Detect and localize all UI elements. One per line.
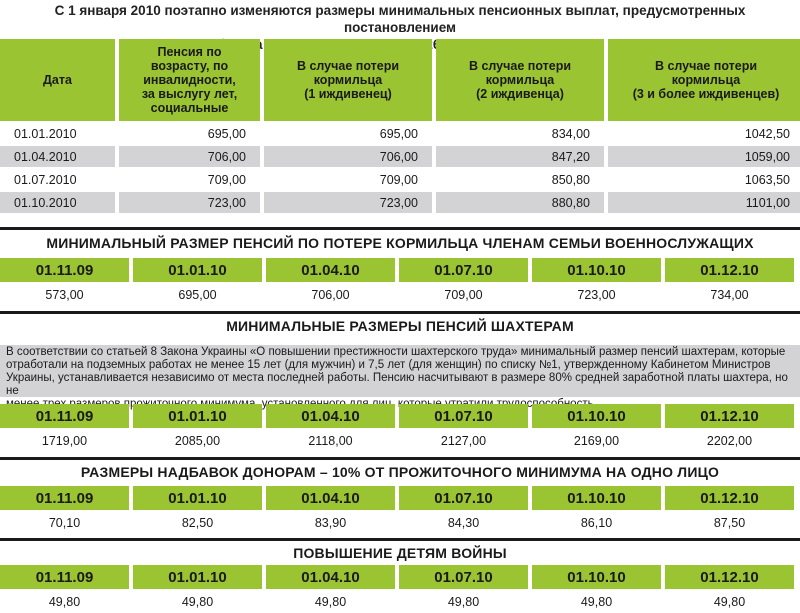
date-cell: 01.11.09 xyxy=(0,565,129,589)
date-cell: 01.11.09 xyxy=(0,486,129,510)
cell-1dep: 706,00 xyxy=(264,146,432,167)
cell-date: 01.01.2010 xyxy=(0,123,115,144)
value-cell: 86,10 xyxy=(532,512,661,534)
cell-pension: 723,00 xyxy=(119,192,260,213)
date-row xyxy=(0,565,794,589)
date-cell: 01.10.10 xyxy=(532,404,661,428)
value-cell: 49,80 xyxy=(399,591,528,613)
date-cell: 01.12.10 xyxy=(665,404,794,428)
donors-table xyxy=(0,484,798,536)
header-pension-line-1: Пенсия по xyxy=(157,45,222,59)
date-cell: 01.07.10 xyxy=(399,565,528,589)
date-row xyxy=(0,258,794,282)
value-cell: 2118,00 xyxy=(266,430,395,452)
cell-pension: 695,00 xyxy=(119,123,260,144)
value-row xyxy=(0,284,794,306)
date-cell: 01.01.10 xyxy=(133,486,262,510)
war-children-table xyxy=(0,563,798,613)
value-cell: 2085,00 xyxy=(133,430,262,452)
value-cell: 706,00 xyxy=(266,284,395,306)
cell-date: 01.07.2010 xyxy=(0,169,115,190)
value-cell: 82,50 xyxy=(133,512,262,534)
header-2-dependents xyxy=(436,39,604,121)
table-row xyxy=(0,169,800,190)
header-3-dependents xyxy=(608,39,800,121)
table-row xyxy=(0,192,800,213)
date-row xyxy=(0,404,794,428)
table-row xyxy=(0,123,800,144)
date-cell: 01.10.10 xyxy=(532,258,661,282)
date-cell: 01.01.10 xyxy=(133,565,262,589)
miners-note-line-3: Украины, устанавливается независимо от места последней работы. Пенсию насчитывают в размере 80% средней заработной платы шахтера, но не xyxy=(6,372,788,397)
value-cell: 573,00 xyxy=(0,284,129,306)
date-cell: 01.10.10 xyxy=(532,565,661,589)
header-3dep-line-2: кормильца xyxy=(671,73,741,87)
date-cell: 01.07.10 xyxy=(399,404,528,428)
date-row xyxy=(0,486,794,510)
value-cell: 734,00 xyxy=(665,284,794,306)
cell-1dep: 709,00 xyxy=(264,169,432,190)
cell-3dep: 1059,00 xyxy=(608,146,800,167)
header-pension-line-2: возрасту, по xyxy=(150,59,229,73)
value-cell: 49,80 xyxy=(532,591,661,613)
section-separator xyxy=(0,457,800,460)
date-cell: 01.07.10 xyxy=(399,486,528,510)
cell-pension: 709,00 xyxy=(119,169,260,190)
cell-2dep: 847,20 xyxy=(436,146,604,167)
cell-2dep: 880,80 xyxy=(436,192,604,213)
header-date xyxy=(0,39,115,121)
date-cell: 01.04.10 xyxy=(266,258,395,282)
section-title-military: МИНИМАЛЬНЫЙ РАЗМЕР ПЕНСИЙ ПО ПОТЕРЕ КОРМИЛЬЦА ЧЛЕНАМ СЕМЬИ ВОЕННОСЛУЖАЩИХ xyxy=(46,235,754,251)
value-cell: 84,30 xyxy=(399,512,528,534)
section-title-donors: РАЗМЕРЫ НАДБАВОК ДОНОРАМ – 10% ОТ ПРОЖИТОЧНОГО МИНИМУМА НА ОДНО ЛИЦО xyxy=(80,464,720,480)
header-1dep-line-1: В случае потери xyxy=(296,59,400,73)
section-title-war-children: ПОВЫШЕНИЕ ДЕТЯМ ВОЙНЫ xyxy=(293,545,507,561)
table-row xyxy=(0,146,800,167)
value-cell: 49,80 xyxy=(266,591,395,613)
value-cell: 49,80 xyxy=(665,591,794,613)
value-row xyxy=(0,591,794,613)
cell-3dep: 1101,00 xyxy=(608,192,800,213)
header-1dep-line-2: кормильца xyxy=(313,73,383,87)
date-cell: 01.12.10 xyxy=(665,258,794,282)
date-cell: 01.10.10 xyxy=(532,486,661,510)
header-2dep-line-1: В случае потери xyxy=(468,59,572,73)
cell-2dep: 850,80 xyxy=(436,169,604,190)
header-pension-line-4: за выслугу лет, xyxy=(141,87,238,101)
value-cell: 723,00 xyxy=(532,284,661,306)
value-cell: 83,90 xyxy=(266,512,395,534)
section-title-miners: МИНИМАЛЬНЫЕ РАЗМЕРЫ ПЕНСИЙ ШАХТЕРАМ xyxy=(226,318,574,334)
value-cell: 1719,00 xyxy=(0,430,129,452)
header-1-dependent xyxy=(264,39,432,121)
header-pension xyxy=(119,39,260,121)
value-cell: 87,50 xyxy=(665,512,794,534)
miners-note-line-2: отработали на подземных работах не менее 15 лет (для мужчин) и 7,5 лет (для женщин) по списку №1, утвержденному Кабинетом Министров xyxy=(6,359,771,371)
section-separator xyxy=(0,311,800,314)
value-cell: 2127,00 xyxy=(399,430,528,452)
date-cell: 01.04.10 xyxy=(266,404,395,428)
header-pension-line-3: инвалидности, xyxy=(143,73,236,87)
cell-3dep: 1042,50 xyxy=(608,123,800,144)
date-cell: 01.07.10 xyxy=(399,258,528,282)
value-cell: 709,00 xyxy=(399,284,528,306)
value-row xyxy=(0,512,794,534)
value-cell: 49,80 xyxy=(133,591,262,613)
cell-date: 01.10.2010 xyxy=(0,192,115,213)
miners-note xyxy=(0,345,800,397)
cell-date: 01.04.2010 xyxy=(0,146,115,167)
miners-table xyxy=(0,402,798,454)
date-cell: 01.04.10 xyxy=(266,486,395,510)
section-separator xyxy=(0,227,800,230)
date-cell: 01.04.10 xyxy=(266,565,395,589)
cell-1dep: 723,00 xyxy=(264,192,432,213)
date-cell: 01.01.10 xyxy=(133,258,262,282)
intro-line-1: С 1 января 2010 поэтапно изменяются размеры минимальных пенсионных выплат, предусмотренных постановлением xyxy=(54,3,746,35)
date-cell: 01.12.10 xyxy=(665,565,794,589)
cell-2dep: 834,00 xyxy=(436,123,604,144)
value-cell: 2202,00 xyxy=(665,430,794,452)
value-cell: 70,10 xyxy=(0,512,129,534)
section-separator xyxy=(0,538,800,541)
value-cell: 49,80 xyxy=(0,591,129,613)
military-table xyxy=(0,256,798,308)
cell-1dep: 695,00 xyxy=(264,123,432,144)
date-cell: 01.11.09 xyxy=(0,404,129,428)
date-cell: 01.01.10 xyxy=(133,404,262,428)
date-cell: 01.12.10 xyxy=(665,486,794,510)
main-pension-table xyxy=(0,37,800,215)
cell-3dep: 1063,50 xyxy=(608,169,800,190)
header-2dep-line-3: (2 иждивенца) xyxy=(476,87,564,101)
header-3dep-line-3: (3 и более иждивенцев) xyxy=(632,87,780,101)
cell-pension: 706,00 xyxy=(119,146,260,167)
header-3dep-line-1: В случае потери xyxy=(654,59,758,73)
date-cell: 01.11.09 xyxy=(0,258,129,282)
value-cell: 2169,00 xyxy=(532,430,661,452)
value-cell: 695,00 xyxy=(133,284,262,306)
header-1dep-line-3: (1 иждивенец) xyxy=(304,87,392,101)
value-row xyxy=(0,430,794,452)
intro-line-2: 26 xyxy=(425,37,441,52)
header-2dep-line-2: кормильца xyxy=(485,73,555,87)
header-pension-line-5: социальные xyxy=(150,101,229,115)
miners-note-line-1: В соответствии со статьей 8 Закона Украины «О повышении престижности шахтерского труда» минимальный размер пенсий шахтерам, которые xyxy=(6,346,786,358)
header-date-line: Дата xyxy=(43,73,72,87)
